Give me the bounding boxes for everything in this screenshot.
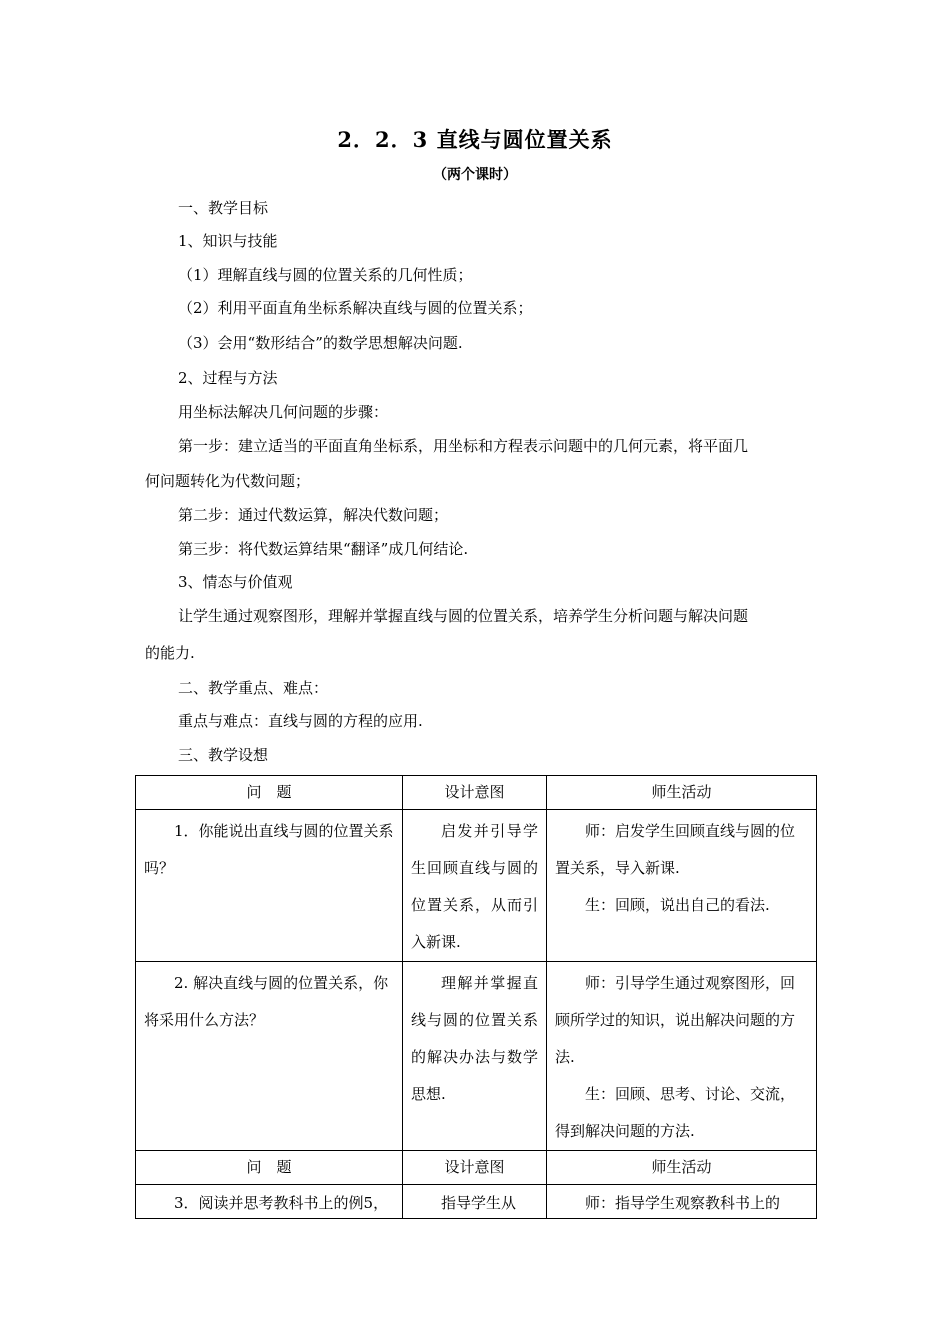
header-intent: 设计意图 — [403, 1151, 547, 1185]
question-text: 2. 解决直线与圆的位置关系，你将采用什么方法？ — [144, 974, 389, 1029]
document-subtitle: （两个课时） — [433, 167, 517, 183]
question-text: 1．你能说出直线与圆的位置关系吗？ — [144, 822, 394, 877]
section-heading-design: 三、教学设想 — [178, 746, 269, 764]
objective-item-1: （1）理解直线与圆的位置关系的几何性质； — [178, 266, 473, 284]
table-row — [136, 1185, 817, 1219]
paragraph-step-2: 第二步：通过代数运算，解决代数问题； — [178, 506, 449, 524]
question-text: 3．阅读并思考教科书上的例5， — [174, 1194, 389, 1212]
intent-cell — [403, 810, 547, 962]
header-intent: 设计意图 — [403, 776, 547, 810]
paragraph-values-cont: 的能力. — [145, 644, 195, 662]
header-activity: 师生活动 — [547, 776, 817, 810]
objective-item-2: （2）利用平面直角坐标系解决直线与圆的位置关系； — [178, 299, 533, 317]
activity-teacher-text: 师：启发学生回顾直线与圆的位置关系，导入新课. — [555, 822, 796, 877]
intent-cell — [403, 1185, 547, 1219]
activity-teacher-text: 师：指导学生观察教科书上的 — [585, 1194, 781, 1212]
header-question: 问 题 — [136, 776, 403, 810]
paragraph-step-1: 第一步：建立适当的平面直角坐标系，用坐标和方程表示问题中的几何元素，将平面几 — [178, 437, 749, 455]
question-cell — [136, 1185, 403, 1219]
header-activity: 师生活动 — [547, 1151, 817, 1185]
paragraph-steps-intro: 用坐标法解决几何问题的步骤： — [178, 403, 389, 421]
section-heading-keypoints: 二、教学重点、难点： — [178, 679, 329, 697]
question-cell — [136, 810, 403, 962]
paragraph-keypoints: 重点与难点：直线与圆的方程的应用. — [178, 712, 423, 730]
question-cell — [136, 962, 403, 1151]
table-header-row — [136, 776, 817, 810]
intent-text: 启发并引导学生回顾直线与圆的位置关系，从而引入新课. — [411, 822, 538, 951]
subheading-values: 3、情态与价值观 — [178, 573, 293, 591]
table-row — [136, 962, 817, 1151]
activity-cell — [547, 962, 817, 1151]
header-question: 问 题 — [136, 1151, 403, 1185]
teaching-design-table — [135, 775, 817, 1219]
paragraph-step-3: 第三步：将代数运算结果“翻译”成几何结论. — [178, 540, 469, 558]
activity-cell — [547, 1185, 817, 1219]
intent-cell — [403, 962, 547, 1151]
subheading-process: 2、过程与方法 — [178, 369, 278, 387]
activity-cell — [547, 810, 817, 962]
table-row — [136, 810, 817, 962]
paragraph-values: 让学生通过观察图形，理解并掌握直线与圆的位置关系，培养学生分析问题与解决问题 — [178, 607, 749, 625]
intent-text: 指导学生从 — [441, 1194, 517, 1212]
table-header-row-repeat — [136, 1151, 817, 1185]
document-title: 2．2．3 直线与圆位置关系 — [337, 127, 613, 152]
section-heading-objectives: 一、教学目标 — [178, 199, 269, 217]
activity-student-text: 生：回顾，说出自己的看法. — [585, 896, 770, 914]
activity-student-text: 生：回顾、思考、讨论、交流，得到解决问题的方法. — [555, 1085, 796, 1140]
objective-item-3: （3）会用“数形结合”的数学思想解决问题. — [178, 334, 463, 352]
paragraph-step-1-cont: 何问题转化为代数问题； — [145, 472, 311, 490]
subheading-knowledge: 1、知识与技能 — [178, 232, 278, 250]
activity-teacher-text: 师：引导学生通过观察图形，回顾所学过的知识，说出解决问题的方法. — [555, 974, 796, 1066]
intent-text: 理解并掌握直线与圆的位置关系的解决办法与数学思想. — [411, 974, 538, 1103]
